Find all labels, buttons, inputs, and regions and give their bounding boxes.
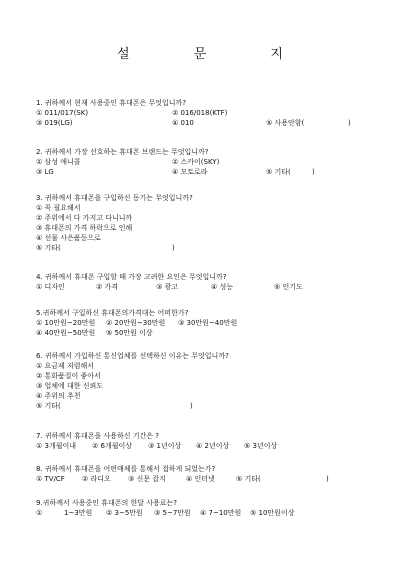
question-8-options: [36, 476, 386, 486]
q2-option-5: ⑤ 기타(: [266, 168, 291, 176]
q3-option-5-row: [36, 245, 386, 255]
q2-option-4: ④ 모토로라: [172, 168, 208, 176]
q9-option-2: ② 3~5만원: [106, 509, 143, 517]
q3-option-5: ⑤ 기타(: [36, 244, 61, 252]
q2-option-5-close: ): [312, 168, 315, 176]
q5-option-3: ③ 30만원~40만원: [178, 319, 238, 327]
q1-option-1: ① 011/017(SK): [36, 109, 89, 117]
q1-option-2: ② 016/018(KTF): [172, 109, 228, 117]
question-2: [36, 149, 386, 179]
q7-option-1: ① 3개월이내: [36, 442, 77, 450]
q4-option-2: ② 가격: [96, 283, 119, 291]
question-9: [36, 500, 386, 520]
q1-option-5-close: ): [348, 119, 351, 127]
q6-option-3: ③ 업체에 대한 신뢰도: [36, 382, 104, 390]
question-6: [36, 353, 386, 413]
question-3-text: 3. 귀하께서 휴대폰을 구입하신 동기는 무엇입니까?: [36, 194, 193, 202]
question-7-text: 7. 귀하께서 휴대폰을 사용하신 기간은 ?: [36, 432, 159, 440]
question-4-options: [36, 284, 386, 294]
question-1: [36, 100, 386, 130]
q7-option-2: ② 6개월이상: [92, 442, 133, 450]
q5-option-4: ④ 40만원~50만원: [36, 329, 96, 337]
question-5-row-2: [36, 330, 386, 340]
q8-option-5: ⑤ 기타(: [236, 475, 261, 483]
question-2-text: 2. 귀하께서 가장 선호하는 휴대폰 브랜드는 무엇입니까?: [36, 148, 209, 156]
q8-option-5-close: ): [326, 475, 329, 483]
q4-option-4: ④ 성능: [211, 283, 234, 291]
question-6-text: 6. 귀하께서 가입하신 통신업체를 선택하신 이유는 무엇입니까?: [36, 352, 229, 360]
question-2-row-2: [36, 169, 386, 179]
q1-option-5: ⑤ 사용안함(: [266, 119, 305, 127]
q9-option-1-marker: ①: [36, 509, 43, 517]
q5-option-2: ② 20만원~30만원: [106, 319, 166, 327]
q6-option-2: ② 통화품질이 좋아서: [36, 372, 101, 380]
question-4-text: 4. 귀하께서 휴대폰 구입할 때 가장 고려한 요인은 무엇입니까?: [36, 273, 227, 281]
question-1-text: 1. 귀하께서 현재 사용중인 휴대폰은 무엇입니까?: [36, 99, 186, 107]
question-5-text: 5.귀하께서 구입하신 휴대폰의가격대는 어떠한가?: [36, 309, 189, 317]
q2-option-2: ② 스카이(SKY): [172, 158, 220, 166]
question-7-options: [36, 443, 386, 453]
question-7: [36, 433, 386, 453]
q9-option-4: ④ 7~10만원: [200, 509, 242, 517]
q4-option-5: ⑤ 인기도: [274, 283, 303, 291]
q8-option-2: ② 라디오: [82, 475, 111, 483]
q2-option-3: ③ LG: [36, 168, 54, 176]
question-2-row-1: [36, 159, 386, 169]
q6-option-5: ⑤ 기타(: [36, 402, 61, 410]
q4-option-1: ① 디자인: [36, 283, 65, 291]
question-9-text: 9.귀하께서 사용중인 휴대폰의 한달 사용료는?: [36, 499, 178, 507]
question-8-text: 8. 귀하께서 휴대폰을 어떤매체를 통해서 접하게 되었는가?: [36, 465, 216, 473]
q5-option-1: ① 10만원~20만원: [36, 319, 96, 327]
q7-option-5: ⑤ 3년이상: [244, 442, 278, 450]
q8-option-3: ③ 신문 잡지: [128, 475, 166, 483]
q3-option-4: ④ 선물 사은품등으로: [36, 234, 101, 242]
q2-option-1: ① 삼성 애니콜: [36, 158, 81, 166]
question-8: [36, 466, 386, 486]
question-5: [36, 310, 386, 340]
q6-option-5-row: [36, 403, 386, 413]
question-3: [36, 195, 386, 255]
q8-option-1: ① TV/CF: [36, 475, 65, 483]
question-9-options: [36, 510, 386, 520]
q1-option-3: ③ 019(LG): [36, 119, 73, 127]
q9-option-3: ③ 5~7만원: [154, 509, 191, 517]
q8-option-4: ④ 인터넷: [186, 475, 215, 483]
question-1-row-1: [36, 110, 386, 120]
question-4: [36, 274, 386, 294]
q3-option-1: ① 꼭 필요해서: [36, 204, 81, 212]
q6-option-1: ① 요금제 저렴해서: [36, 362, 95, 370]
q9-option-1: 1~3만원: [64, 509, 93, 517]
q7-option-4: ④ 2년이상: [196, 442, 230, 450]
q5-option-5: ⑤ 50만원 이상: [106, 329, 153, 337]
q3-option-3: ③ 휴대폰의 가격 하락으로 인해: [36, 224, 133, 232]
q9-option-5: ⑤ 10만원이상: [250, 509, 295, 517]
q4-option-3: ③ 광고: [156, 283, 179, 291]
q1-option-4: ④ 010: [172, 119, 194, 127]
q3-option-5-close: ): [172, 244, 175, 252]
q7-option-3: ③ 1년이상: [148, 442, 182, 450]
q6-option-4: ④ 주위의 추천: [36, 392, 81, 400]
q3-option-2: ② 주위에서 다 가지고 다니니까: [36, 214, 133, 222]
q6-option-5-close: ): [190, 402, 193, 410]
page-title: 설 문 지: [117, 47, 313, 62]
question-1-row-2: [36, 120, 386, 130]
